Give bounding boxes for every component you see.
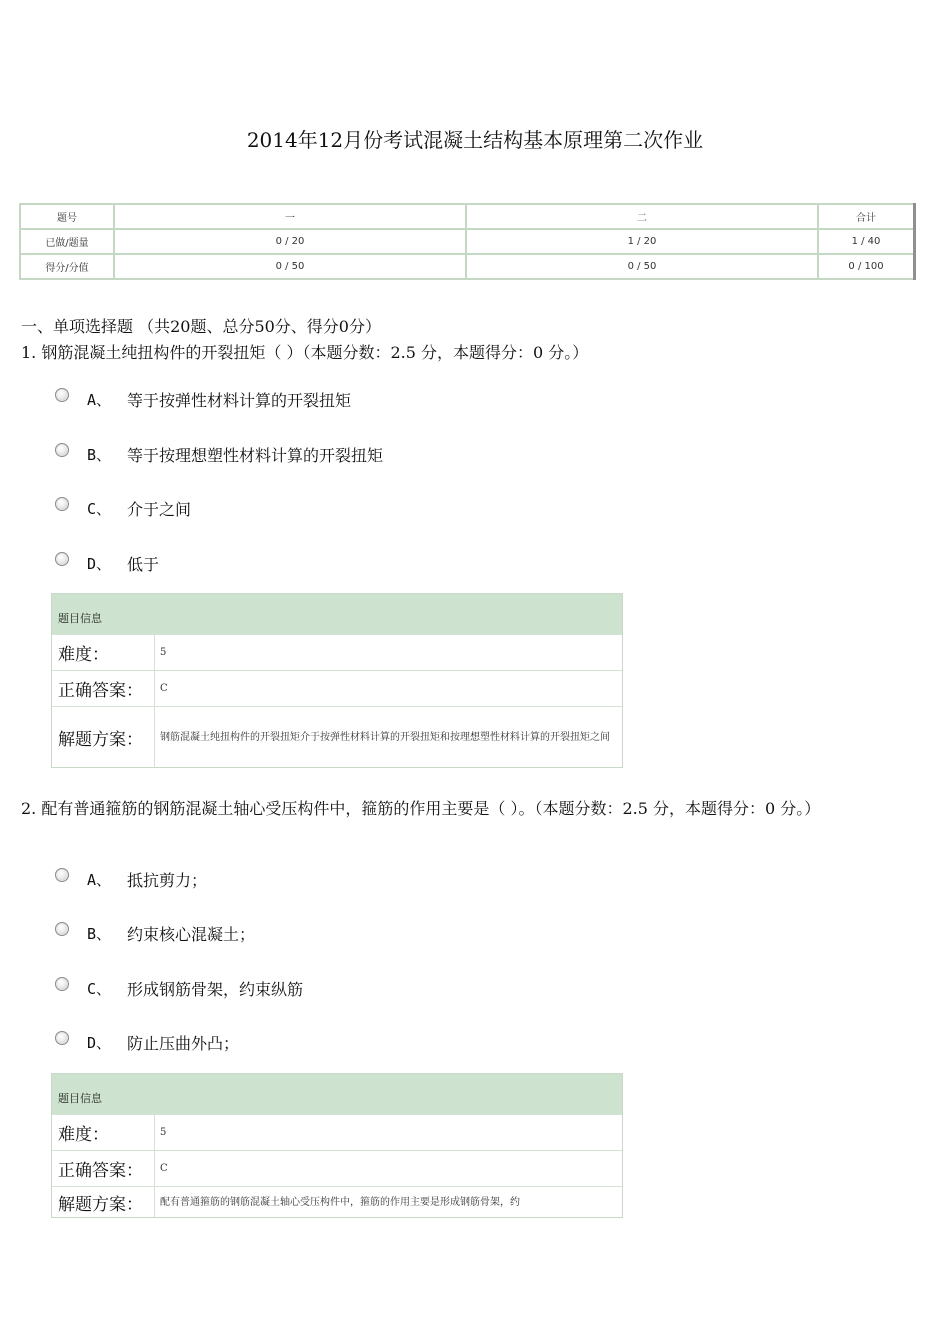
solution-value: 配有普通箍筋的钢筋混凝土轴心受压构件中，箍筋的作用主要是形成钢筋骨架，约 <box>160 1196 520 1208</box>
score-cell: 0 / 100 <box>818 254 915 279</box>
radio-button-icon[interactable] <box>55 977 69 991</box>
score-row-label: 得分/分值 <box>20 254 114 279</box>
radio-button-icon[interactable] <box>55 497 69 511</box>
section-heading: 一、单项选择题 （共20题、总分50分、得分0分） <box>21 317 381 336</box>
score-cell: 0 / 50 <box>466 254 818 279</box>
radio-button-icon[interactable] <box>55 1031 69 1045</box>
score-table-row <box>20 229 915 254</box>
option-letter: C、 <box>87 980 112 998</box>
question-2-text: 2. 配有普通箍筋的钢筋混凝土轴心受压构件中，箍筋的作用主要是（ ）。（本题分数：2.5 分，本题得分：0 分。） <box>21 799 821 818</box>
score-header-cell: 二 <box>466 204 818 229</box>
answer-value: C <box>160 683 168 694</box>
option-letter: D、 <box>87 1034 112 1052</box>
question-2-option-b[interactable] <box>55 922 255 945</box>
question-1-option-d[interactable] <box>55 552 159 575</box>
option-letter: A、 <box>87 871 112 889</box>
info-header: 题目信息 <box>52 594 622 634</box>
solution-value: 钢筋混凝土纯扭构件的开裂扭矩介于按弹性材料计算的开裂扭矩和按理想塑性材料计算的开裂扭矩之间 <box>160 731 610 743</box>
option-letter: D、 <box>87 555 112 573</box>
radio-button-icon[interactable] <box>55 443 69 457</box>
option-text: 抵抗剪力； <box>127 871 208 890</box>
score-table-header-row <box>20 204 915 229</box>
score-table-row <box>20 254 915 279</box>
score-header-cell: 一 <box>114 204 466 229</box>
score-cell: 0 / 20 <box>114 229 466 254</box>
difficulty-value: 5 <box>160 647 167 658</box>
info-label: 难度： <box>52 635 155 670</box>
info-row-difficulty <box>52 1114 622 1150</box>
info-row-difficulty <box>52 634 622 670</box>
option-text: 约束核心混凝土； <box>127 925 256 944</box>
radio-button-icon[interactable] <box>55 868 69 882</box>
option-text: 等于按弹性材料计算的开裂扭矩 <box>127 391 352 410</box>
question-2-option-c[interactable] <box>55 977 303 1000</box>
info-label: 难度： <box>52 1115 155 1150</box>
question-1-text: 1. 钢筋混凝土纯扭构件的开裂扭矩（ ）（本题分数：2.5 分，本题得分：0 分。） <box>21 343 589 362</box>
question-1-option-c[interactable] <box>55 497 191 520</box>
question-2-info-box <box>51 1073 623 1218</box>
option-letter: C、 <box>87 500 112 518</box>
score-header-cell: 题号 <box>20 204 114 229</box>
radio-button-icon[interactable] <box>55 552 69 566</box>
question-1-option-a[interactable] <box>55 388 351 411</box>
page-title: 2014年12月份考试混凝土结构基本原理第二次作业 <box>246 128 704 152</box>
question-2-option-a[interactable] <box>55 868 207 891</box>
info-label: 解题方案： <box>52 707 155 767</box>
score-table <box>19 203 916 280</box>
info-row-solution <box>52 706 622 767</box>
score-header-cell: 合计 <box>818 204 915 229</box>
option-text: 介于之间 <box>127 500 192 519</box>
score-row-label: 已做/题量 <box>20 229 114 254</box>
difficulty-value: 5 <box>160 1127 167 1138</box>
option-text: 低于 <box>127 555 160 574</box>
option-text: 防止压曲外凸； <box>127 1034 240 1053</box>
info-row-answer <box>52 670 622 706</box>
option-letter: B、 <box>87 446 112 464</box>
option-letter: B、 <box>87 925 112 943</box>
info-row-answer <box>52 1150 622 1186</box>
score-cell: 1 / 40 <box>818 229 915 254</box>
option-text: 形成钢筋骨架，约束纵筋 <box>127 980 304 999</box>
info-label: 正确答案： <box>52 1151 155 1186</box>
info-label: 解题方案： <box>52 1187 155 1217</box>
score-cell: 0 / 50 <box>114 254 466 279</box>
question-1-option-b[interactable] <box>55 443 383 466</box>
option-text: 等于按理想塑性材料计算的开裂扭矩 <box>127 446 384 465</box>
info-row-solution <box>52 1186 622 1217</box>
info-label: 正确答案： <box>52 671 155 706</box>
option-letter: A、 <box>87 391 112 409</box>
answer-value: C <box>160 1163 168 1174</box>
question-2-option-d[interactable] <box>55 1031 239 1054</box>
score-cell: 1 / 20 <box>466 229 818 254</box>
radio-button-icon[interactable] <box>55 388 69 402</box>
radio-button-icon[interactable] <box>55 922 69 936</box>
question-1-info-box <box>51 593 623 768</box>
info-header: 题目信息 <box>52 1074 622 1114</box>
